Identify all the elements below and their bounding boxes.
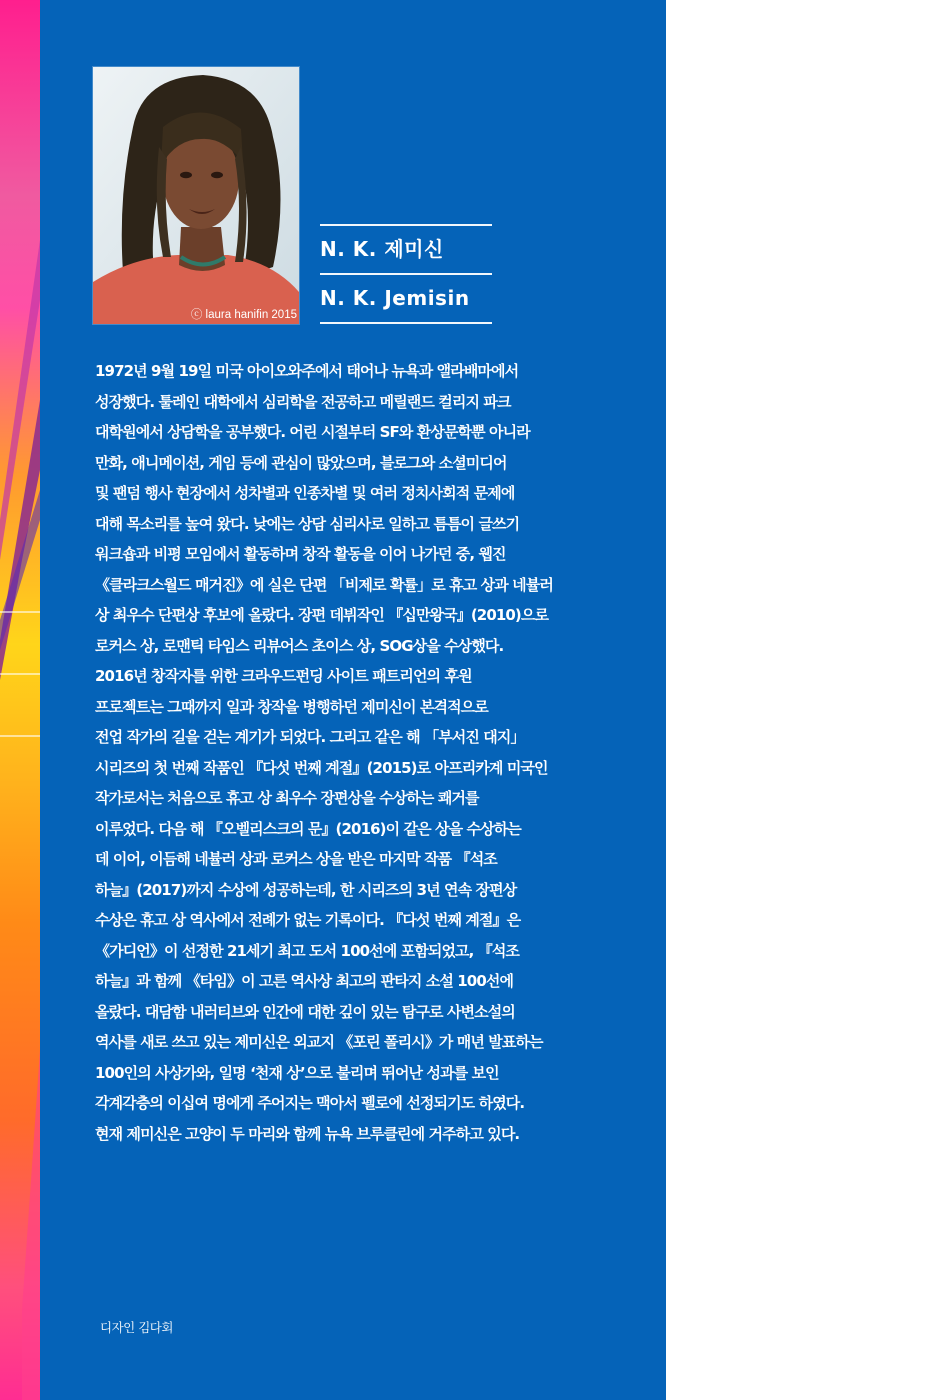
bio-line: 대해 목소리를 높여 왔다. 낮에는 상담 심리사로 일하고 틈틈이 글쓰기 (95, 514, 520, 533)
author-name-english: N. K. Jemisin (320, 286, 470, 310)
bio-line: 1972년 9월 19일 미국 아이오와주에서 태어나 뉴욕과 앨라배마에서 (95, 362, 519, 380)
left-color-stripe (0, 0, 40, 1400)
bio-line: 수상은 휴고 상 역사에서 전례가 없는 기록이다. 『다섯 번째 계절』은 (95, 911, 521, 929)
design-credit: 디자인 김다회 (100, 1320, 173, 1335)
bio-line: 워크숍과 비평 모임에서 활동하며 창작 활동을 이어 나가던 중, 웹진 (95, 545, 506, 563)
bio-line: 만화, 애니메이션, 게임 등에 관심이 많았으며, 블로그와 소셜미디어 (95, 453, 507, 472)
bio-line: 하늘』(2017)까지 수상에 성공하는데, 한 시리즈의 3년 연속 장편상 (95, 880, 517, 899)
bio-line: 《클라크스월드 매거진》에 실은 단편 「비제로 확률」로 휴고 상과 네뷸러 (95, 575, 553, 594)
bio-line: 《가디언》이 선정한 21세기 최고 도서 100선에 포함되었고, 『석조 (95, 941, 520, 960)
author-photo (93, 67, 299, 324)
divider (320, 322, 492, 324)
stripe-decoration (0, 0, 40, 1400)
bio-line: 올랐다. 대담함 내러티브와 인간에 대한 깊이 있는 탐구로 사변소설의 (95, 1002, 515, 1021)
bio-line: 이루었다. 다음 해 『오벨리스크의 문』(2016)이 같은 상을 수상하는 (95, 819, 521, 838)
bio-line: 로커스 상, 로맨틱 타임스 리뷰어스 초이스 상, SOG상을 수상했다. (95, 636, 504, 655)
bio-line: 하늘』과 함께 《타임》이 고른 역사상 최고의 판타지 소설 100선에 (95, 972, 514, 990)
author-biography (95, 356, 595, 1149)
bio-line: 데 이어, 이듬해 네뷸러 상과 로커스 상을 받은 마지막 작품 『석조 (95, 850, 497, 868)
bio-line: 현재 제미신은 고양이 두 마리와 함께 뉴욕 브루클린에 거주하고 있다. (95, 1124, 520, 1143)
bio-line: 100인의 사상가와, 일명 ‘천재 상’으로 불리며 뛰어난 성과를 보인 (95, 1063, 499, 1082)
divider (320, 273, 492, 275)
bio-line: 2016년 창작자를 위한 크라우드펀딩 사이트 패트리언의 후원 (95, 667, 472, 685)
author-portrait-image (93, 67, 299, 324)
author-name-block (320, 224, 492, 324)
bio-line: 성장했다. 툴레인 대학에서 심리학을 전공하고 메릴랜드 컬리지 파크 (95, 392, 511, 411)
bio-line: 프로젝트는 그때까지 일과 창작을 병행하던 제미신이 본격적으로 (95, 697, 488, 716)
bio-line: 상 최우수 단편상 후보에 올랐다. 장편 데뷔작인 『십만왕국』(2010)으로 (95, 606, 549, 624)
bio-line: 작가로서는 처음으로 휴고 상 최우수 장편상을 수상하는 쾌거를 (95, 789, 479, 807)
bio-line: 전업 작가의 길을 걷는 계기가 되었다. 그리고 같은 해 「부서진 대지」 (95, 728, 525, 746)
bio-line: 각계각층의 이십여 명에게 주어지는 맥아서 펠로에 선정되기도 하였다. (95, 1094, 525, 1112)
bio-line: 및 팬덤 행사 현장에서 성차별과 인종차별 및 여러 정치사회적 문제에 (95, 484, 515, 502)
author-name-korean: N. K. 제미신 (320, 237, 444, 261)
divider (320, 224, 492, 226)
bio-line: 대학원에서 상담학을 공부했다. 어린 시절부터 SF와 환상문학뿐 아니라 (95, 423, 530, 441)
photo-credit: ⓒ laura hanifin 2015 (190, 309, 297, 321)
bio-line: 시리즈의 첫 번째 작품인 『다섯 번째 계절』(2015)로 아프리카계 미국인 (95, 758, 548, 777)
bio-line: 역사를 새로 쓰고 있는 제미신은 외교지 《포린 폴리시》가 매년 발표하는 (95, 1033, 543, 1051)
